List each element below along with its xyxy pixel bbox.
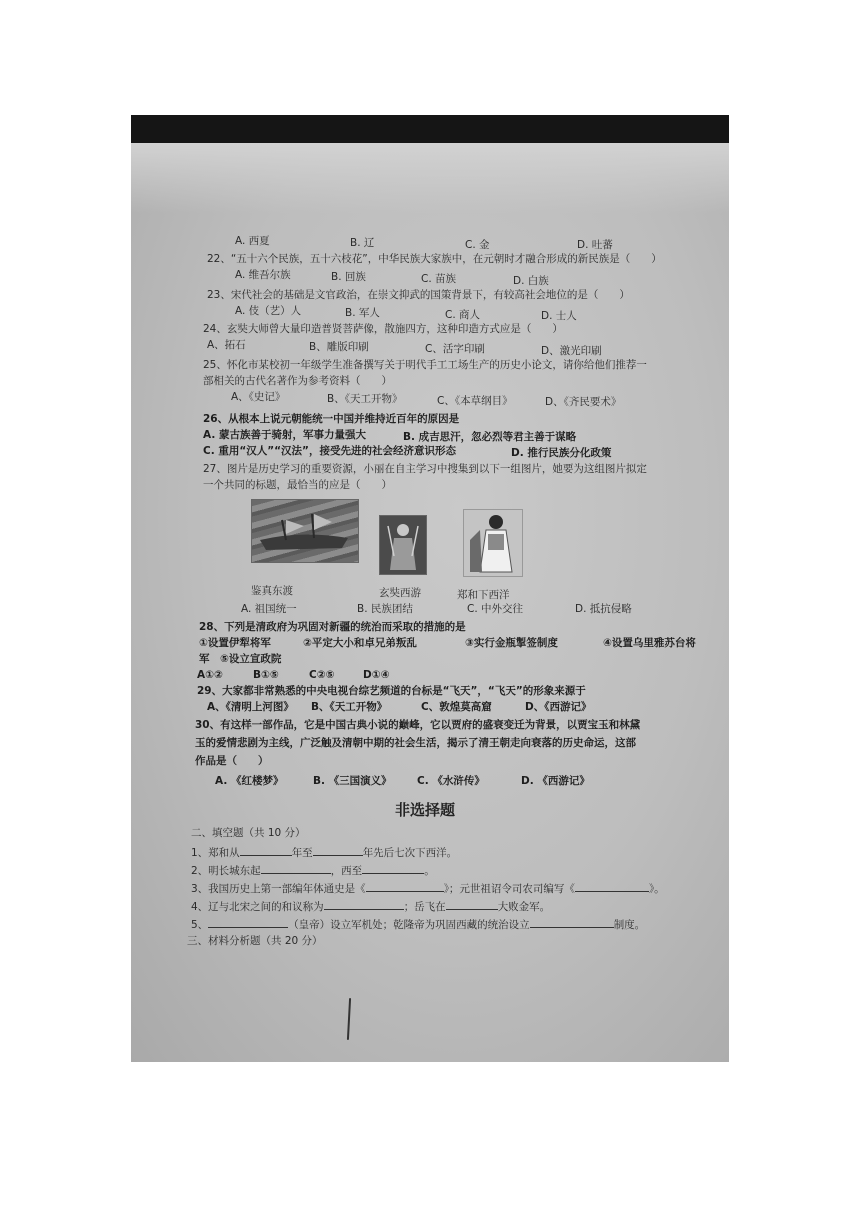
fill-2-text-b: ，西至: [330, 865, 363, 877]
pen-mark: [347, 998, 351, 1040]
q23-option-a: A. 伎（艺）人: [235, 305, 302, 317]
q23-option-b: B. 军人: [345, 307, 380, 319]
q29-option-d: D、《西游记》: [525, 701, 592, 713]
material-analysis-heading: 三、材料分析题（共 20 分）: [187, 935, 323, 947]
q25-line-1: 25、怀化市某校初一年级学生准备撰写关于明代手工工场生产的历史小论文，请你给他们推荐一: [203, 359, 647, 371]
fill-4-text-c: 大败金军。: [497, 901, 551, 913]
fill-5-blank-1[interactable]: [208, 917, 288, 928]
fill-in-heading: 二、填空题（共 10 分）: [191, 827, 306, 839]
q26-stem: 26、从根本上说元朝能统一中国并维持近百年的原因是: [203, 413, 460, 425]
q27-option-a: A. 祖国统一: [241, 603, 297, 615]
q30-option-b: B. 《三国演义》: [313, 775, 392, 787]
zhenghe-voyage-picture: [463, 509, 523, 577]
q21-option-b: B. 辽: [350, 237, 375, 249]
q25-option-c: C、《本草纲目》: [437, 395, 513, 407]
q28-item-4: ④设置乌里雅苏台将: [603, 637, 696, 649]
q28-option-a: A①②: [197, 669, 223, 681]
q29-option-a: A、《清明上河图》: [207, 701, 294, 713]
fill-in-question-5: [191, 917, 645, 932]
q28-item-2: ②平定大小和卓兄弟叛乱: [303, 637, 417, 649]
q27-option-d: D. 抵抗侵略: [575, 603, 632, 615]
statue-figure-icon: [464, 510, 522, 576]
q30-line-1: 30、有这样一部作品，它是中国古典小说的巅峰，它以贾府的盛衰变迁为背景，以贾宝玉和林黛: [195, 719, 641, 731]
q27-option-b: B. 民族团结: [357, 603, 413, 615]
fill-2-text-a: 2、明长城东起: [191, 865, 261, 877]
monk-figure-icon: [380, 516, 426, 574]
q30-option-c: C. 《水浒传》: [417, 775, 485, 787]
fill-2-blank-1[interactable]: [261, 863, 331, 874]
q22-option-d: D. 白族: [513, 275, 549, 287]
q23-stem: 23、宋代社会的基础是文官政治，在崇文抑武的国策背景下，有较高社会地位的是（ ）: [207, 289, 630, 301]
q28-stem: 28、下列是清政府为巩固对新疆的统治而采取的措施的是: [199, 621, 466, 633]
fill-2-text-c: 。: [424, 865, 435, 877]
caption-xuanzang: 玄奘西游: [379, 587, 421, 599]
fill-4-text-b: ；岳飞在: [403, 901, 446, 913]
q30-option-d: D. 《西游记》: [521, 775, 590, 787]
q24-option-d: D、激光印刷: [541, 345, 602, 357]
fill-in-question-3: [191, 881, 665, 896]
q28-item-line-2: 军 ⑤设立宣政院: [199, 653, 282, 665]
fill-3-text-a: 3、我国历史上第一部编年体通史是《: [191, 883, 366, 895]
fill-5-text-b: （皇帝）设立军机处；乾隆帝为巩固西藏的统治设立: [288, 919, 530, 931]
q25-line-2: 部相关的古代名著作为参考资料（ ）: [203, 375, 392, 387]
q22-option-b: B. 回族: [331, 271, 366, 283]
q29-option-b: B、《天工开物》: [311, 701, 388, 713]
q30-option-a: A. 《红楼梦》: [215, 775, 284, 787]
q21-option-c: C. 金: [465, 239, 490, 251]
q25-option-d: D、《齐民要术》: [545, 396, 622, 408]
fill-5-text-a: 5、: [191, 919, 209, 931]
q28-item-3: ③实行金瓶掣签制度: [465, 637, 558, 649]
fill-3-text-b: 》；元世祖诏令司农司编写《: [443, 883, 575, 895]
fill-3-text-c: 》。: [648, 883, 665, 895]
fill-1-blank-1[interactable]: [240, 845, 292, 856]
q24-option-a: A、拓石: [207, 339, 246, 351]
fill-2-blank-2[interactable]: [362, 863, 424, 874]
fill-4-text-a: 4、辽与北宋之间的和议称为: [191, 901, 324, 913]
fill-1-text-a: 1、郑和从: [191, 847, 240, 859]
fill-3-blank-1[interactable]: [366, 881, 444, 892]
q26-option-c: C. 重用“汉人”“汉法”，接受先进的社会经济意识形态: [203, 445, 456, 457]
q29-stem: 29、大家都非常熟悉的中央电视台综艺频道的台标是“飞天”，“飞天”的形象来源于: [197, 685, 586, 697]
q27-option-c: C. 中外交往: [467, 603, 524, 615]
q24-stem: 24、玄奘大师曾大量印造普贤菩萨像，散施四方，这种印造方式应是（ ）: [203, 323, 563, 335]
document-photo: [131, 115, 729, 1062]
q26-option-a: A. 蒙古族善于骑射，军事力量强大: [203, 429, 366, 441]
q28-option-c: C②⑤: [309, 669, 335, 681]
q25-option-a: A、《史记》: [231, 391, 286, 403]
fill-5-blank-2[interactable]: [530, 917, 614, 928]
q21-option-a: A. 西夏: [235, 235, 270, 247]
fill-3-blank-2[interactable]: [575, 881, 649, 892]
q22-stem: 22、“五十六个民族，五十六枝花”，中华民族大家族中，在元朝时才融合形成的新民族是（ ）: [207, 253, 662, 265]
caption-zhenghe: 郑和下西洋: [457, 589, 510, 601]
q22-option-a: A. 维吾尔族: [235, 269, 291, 281]
fill-1-text-b: 年至: [291, 847, 313, 859]
q22-option-c: C. 苗族: [421, 273, 457, 285]
q30-line-2: 玉的爱情悲剧为主线，广泛触及清朝中期的社会生活，揭示了清王朝走向衰落的历史命运，这部: [195, 737, 636, 749]
fill-in-question-1: [191, 845, 457, 860]
q27-line-1: 27、图片是历史学习的重要资源，小丽在自主学习中搜集到以下一组图片，她要为这组图片拟定: [203, 463, 647, 475]
q21-option-d: D. 吐蕃: [577, 239, 613, 251]
q24-option-c: C、活字印刷: [425, 343, 485, 355]
q28-option-d: D①④: [363, 669, 390, 681]
q29-option-c: C、敦煌莫高窟: [421, 701, 492, 713]
q26-option-d: D. 推行民族分化政策: [511, 447, 612, 459]
q30-line-3: 作品是（ ）: [195, 755, 269, 767]
fill-4-blank-1[interactable]: [324, 899, 404, 910]
fill-5-text-c: 制度。: [613, 919, 646, 931]
fill-1-text-c: 年先后七次下西洋。: [362, 847, 458, 859]
fill-in-question-2: [191, 863, 435, 878]
q28-item-1: ①设置伊犁将军: [199, 637, 271, 649]
q24-option-b: B、雕版印刷: [309, 341, 369, 353]
xuanzang-journey-picture: [379, 515, 427, 575]
nonchoice-section-title: 非选择题: [395, 801, 456, 819]
q27-line-2: 一个共同的标题，最恰当的应是（ ）: [203, 479, 392, 491]
exam-paper: [131, 143, 729, 1062]
q26-option-b: B. 成吉思汗，忽必烈等君主善于谋略: [403, 431, 577, 443]
caption-jianzhen: 鉴真东渡: [251, 585, 293, 597]
q25-option-b: B、《天工开物》: [327, 393, 403, 405]
q28-option-b: B①⑤: [253, 669, 279, 681]
boat-scene-icon: [252, 500, 358, 562]
q23-option-d: D. 士人: [541, 310, 577, 322]
fill-in-question-4: [191, 899, 550, 914]
fill-1-blank-2[interactable]: [313, 845, 363, 856]
q23-option-c: C. 商人: [445, 309, 481, 321]
jianzhen-voyage-picture: [251, 499, 359, 563]
fill-4-blank-2[interactable]: [446, 899, 498, 910]
